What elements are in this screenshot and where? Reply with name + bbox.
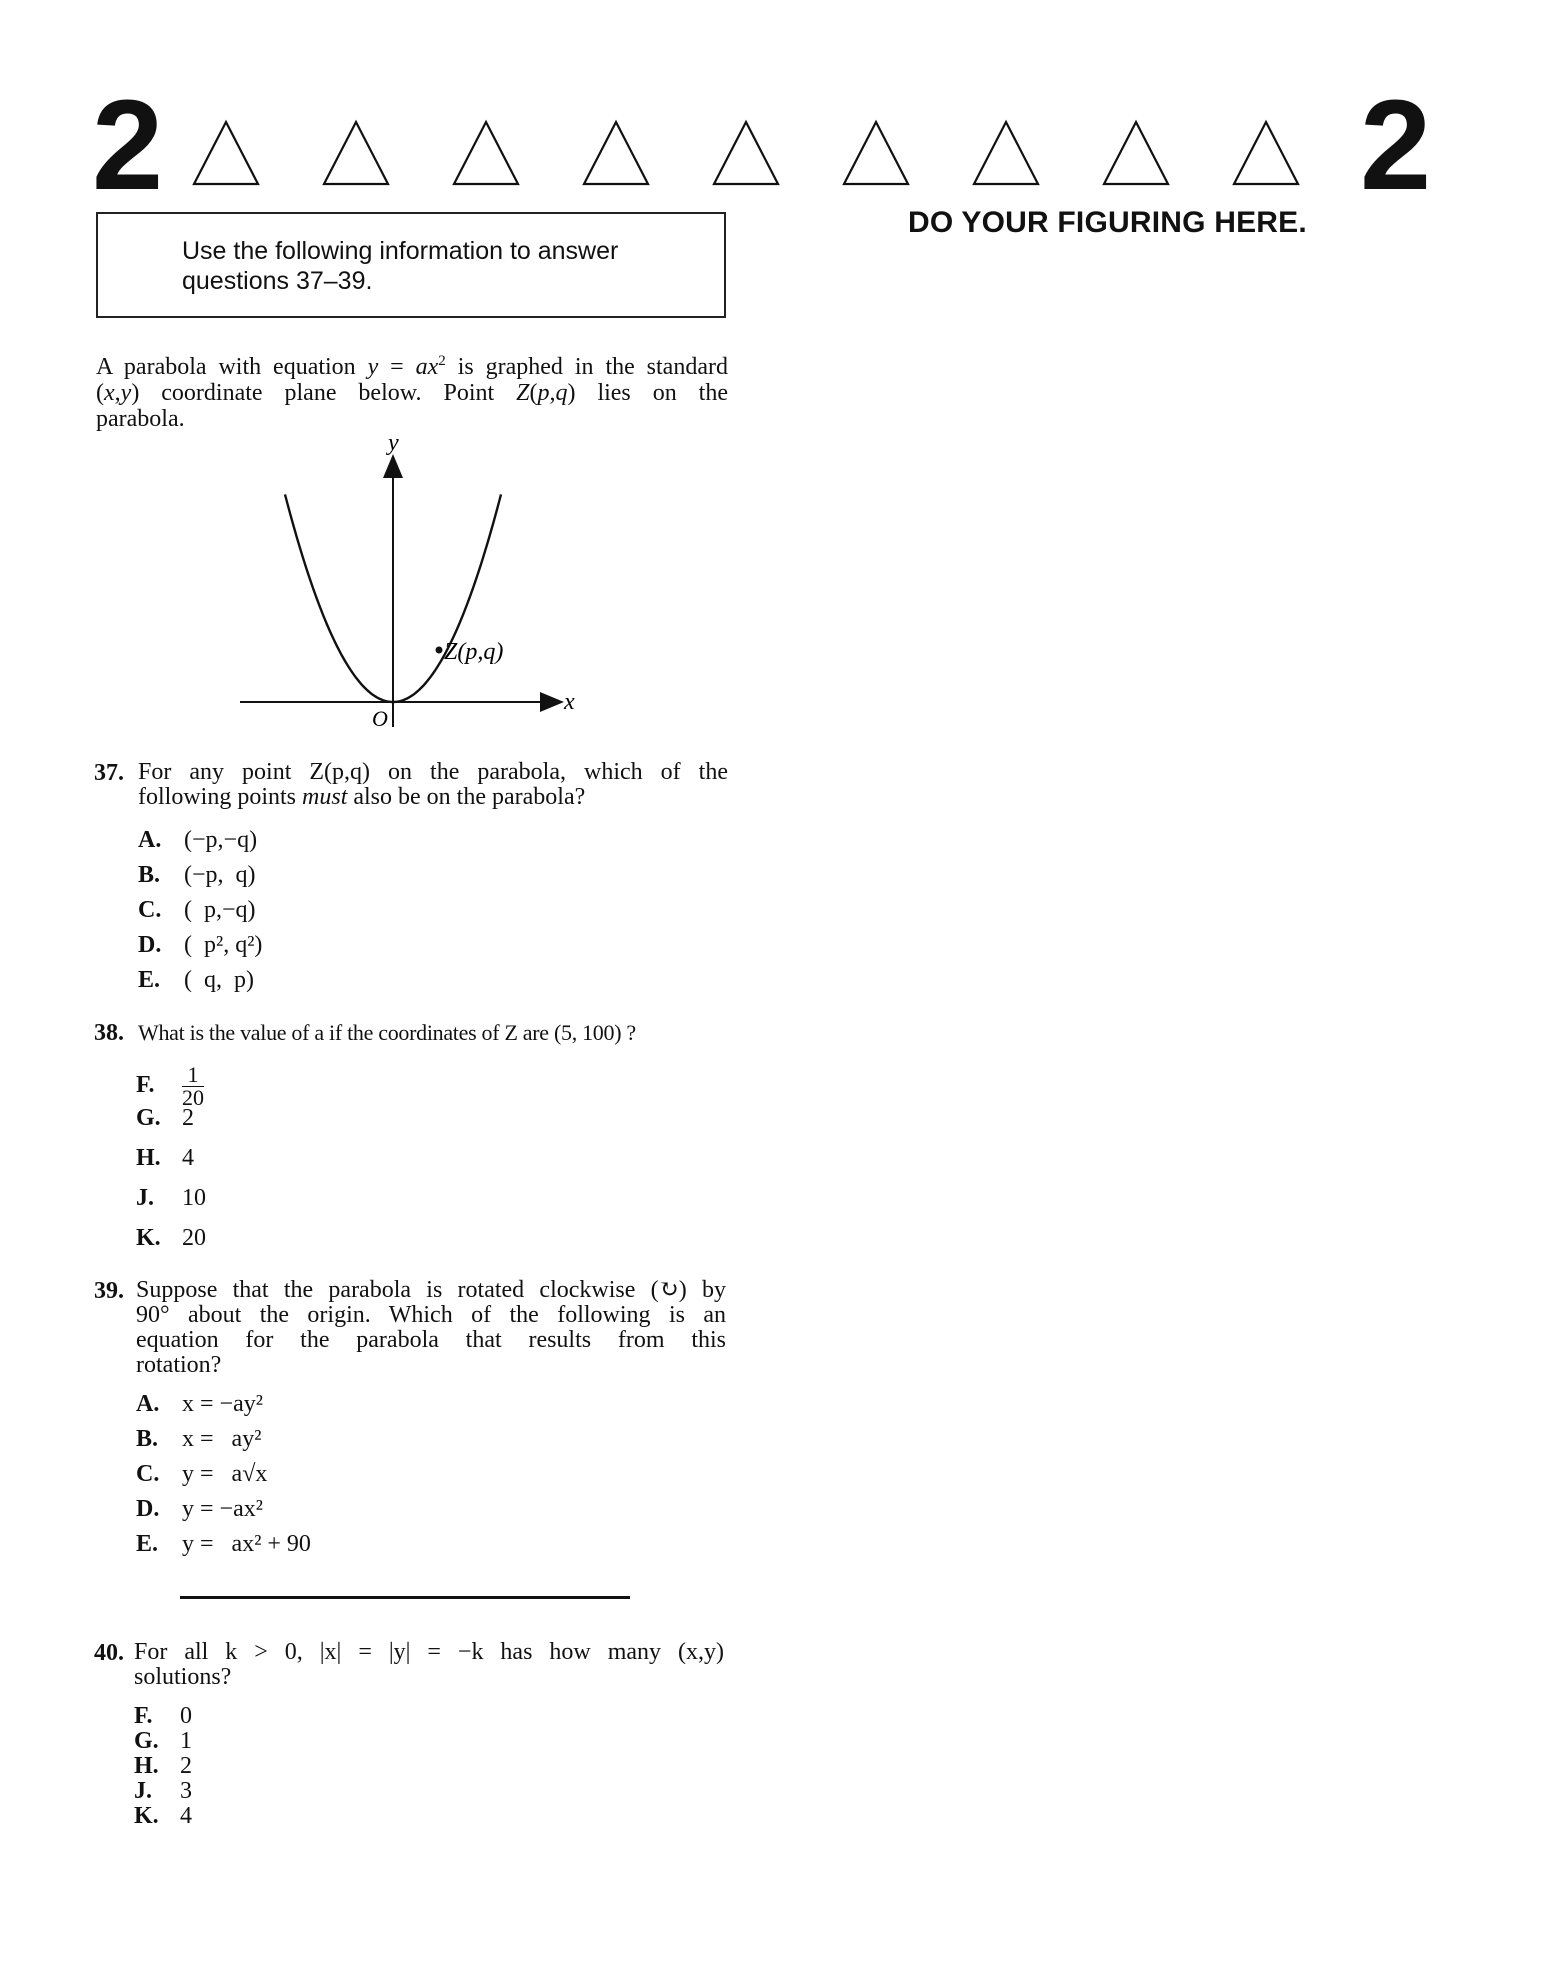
triangle-icon [1104,122,1168,184]
q39-line-1: Suppose that the parabola is rotated clockwise (↻) by [136,1277,726,1303]
triangle-icon [844,122,908,184]
q38-choice-0 [136,1064,204,1109]
choice-text: 4 [180,1803,192,1829]
q38-choice-3 [136,1184,206,1212]
q40-choice-0 [134,1702,192,1730]
choice-fraction: $\frac{1}{20}$ [182,1062,204,1110]
intro-paragraph: A parabola with equation $y = ax^2$ is graphed in the standard (x,y) coordinate plane below. Point Z(p,q) lies on the parabola. [96,353,728,432]
choice-letter: J. [134,1778,152,1804]
choice-letter: A. [136,1391,160,1417]
choice-letter: H. [136,1145,161,1171]
choice-text: x = −ay² [182,1391,263,1417]
figuring-label: DO YOUR FIGURING HERE. [908,206,1307,239]
q38-choice-1 [136,1104,194,1132]
x-axis-label: x [564,689,575,715]
q38-choice-2 [136,1144,194,1172]
q40-line-1: For all k > 0, |x| = |y| = −k has how many (x,y) [134,1639,724,1665]
choice-text: 1 [180,1728,192,1754]
triangle-icon [714,122,778,184]
choice-letter: C. [138,897,162,923]
choice-text: x = ay² [182,1426,262,1452]
q40-choice-3 [134,1777,192,1805]
q37-stem [138,760,728,810]
q40-choice-4 [134,1802,192,1830]
q39-line-4: rotation? [136,1352,222,1378]
choice-text: 20 [182,1225,206,1251]
choice-text: ( p², q²) [184,932,263,958]
choice-text: 2 [180,1753,192,1779]
q39-line-2: 90° about the origin. Which of the following is an [136,1302,726,1328]
q37-emphasis: must [302,784,348,810]
q38-stem: What is the value of a if the coordinates of Z are (5, 100) ? [138,1020,636,1045]
choice-text: 3 [180,1778,192,1804]
choice-letter: B. [138,862,161,888]
q39-choice-2 [136,1460,267,1488]
q39-choice-1 [136,1425,261,1453]
choice-letter: G. [134,1728,159,1754]
q37-line-2c: also be on the parabola? [347,784,586,810]
triangle-icon [454,122,518,184]
origin-label: O [372,706,388,731]
q39-choice-3 [136,1495,263,1523]
intro-text-3: coordinate plane below. Point [139,380,517,406]
choice-text: 10 [182,1185,206,1211]
q38-choice-4 [136,1224,206,1252]
section-number-left: 2 [92,74,164,217]
choice-letter: H. [134,1753,159,1779]
choice-text: y = ax² + 90 [182,1531,311,1557]
choice-letter: D. [136,1496,160,1522]
info-line-2: questions 37–39. [182,267,373,295]
q40-number: 40. [94,1640,124,1666]
q37-choice-1 [138,861,256,889]
choice-letter: D. [138,932,162,958]
intro-text-2: is graphed in the standard [445,354,728,380]
choice-text: ( q, p) [184,967,254,993]
section-divider [180,1596,630,1599]
choice-letter: A. [138,827,162,853]
point-z-label: Z(p,q) [444,639,504,665]
info-box [96,212,726,318]
point-z [436,647,443,654]
choice-letter: F. [136,1072,155,1099]
choice-letter: E. [136,1531,159,1557]
q40-choice-1 [134,1727,192,1755]
triangle-icon [324,122,388,184]
y-axis-label: y [388,432,399,456]
section-number-right: 2 [1360,74,1432,217]
q37-line-2a: following points [138,784,303,810]
choice-text: 4 [182,1145,194,1171]
choice-text: (−p, q) [184,862,256,888]
q37-choice-0 [138,826,257,854]
triangle-icon [1234,122,1298,184]
choice-text: y = a√x [182,1461,268,1487]
choice-letter: F. [134,1703,153,1729]
intro-text-5: parabola. [96,406,185,432]
q40-stem [134,1640,724,1690]
info-line-1: Use the following information to answer [182,237,619,265]
choice-text: y = −ax² [182,1496,263,1522]
q38-number: 38. [94,1020,124,1046]
choice-text: 2 [182,1105,194,1131]
triangle-icon [974,122,1038,184]
q39-stem [136,1278,726,1378]
q37-choice-2 [138,896,256,924]
q37-choice-4 [138,966,254,994]
choice-letter: G. [136,1105,161,1131]
choice-letter: K. [134,1803,159,1829]
q40-choice-2 [134,1752,192,1780]
choice-text: (−p,−q) [184,827,258,853]
triangle-icon [194,122,258,184]
parabola-graph [230,432,590,732]
triangle-icon [584,122,648,184]
choice-letter: E. [138,967,161,993]
q40-line-2: solutions? [134,1664,232,1690]
choice-letter: K. [136,1225,161,1251]
intro-text-4: lies on the [575,380,728,406]
q39-number: 39. [94,1278,124,1304]
choice-text: 0 [180,1703,192,1729]
equation-y: y [367,354,379,380]
choice-letter: J. [136,1185,154,1211]
q37-number: 37. [94,760,124,786]
triangle-row [188,112,1338,202]
choice-letter: C. [136,1461,160,1487]
q37-choice-3 [138,931,262,959]
q37-line-1: For any point Z(p,q) on the parabola, which of the [138,759,728,785]
info-box-text [182,236,702,296]
q39-line-3: equation for the parabola that results from this [136,1327,726,1353]
choice-text: ( p,−q) [184,897,256,923]
q39-choice-0 [136,1390,263,1418]
intro-text-1: A parabola with equation [96,354,368,380]
choice-letter: B. [136,1426,159,1452]
q39-choice-4 [136,1530,311,1558]
